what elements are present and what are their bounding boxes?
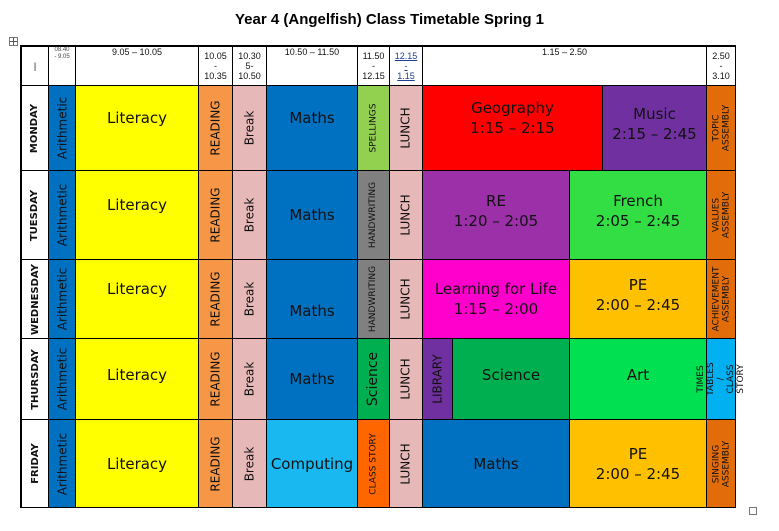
page-title: Year 4 (Angelfish) Class Timetable Spring 1	[235, 11, 544, 28]
arithmetic-monday: Arithmetic	[48, 85, 76, 171]
table-resize-handle-icon[interactable]	[749, 507, 757, 515]
reading-monday: READING	[198, 85, 233, 171]
header-time-1150: 11.50 - 12.15	[357, 46, 390, 86]
reading-tuesday: READING	[198, 170, 233, 260]
handwriting-wednesday: HANDWRITING	[357, 259, 390, 339]
literacy-tuesday: Literacy	[75, 170, 199, 260]
header-time-1005: 10.05 - 10.35	[198, 46, 233, 86]
lunch-wednesday: LUNCH	[389, 259, 423, 339]
pe-wednesday: PE 2:00 – 2:45	[569, 259, 707, 339]
reading-friday: READING	[198, 419, 233, 508]
reading-thursday: READING	[198, 338, 233, 420]
header-time-0840: 08.40 - 9.05	[48, 46, 76, 86]
header-time-1450: 2.50 - 3.10	[706, 46, 736, 86]
learning-for-life-wednesday: Learning for Life 1:15 – 2:00	[422, 259, 570, 339]
maths-monday: Maths	[266, 85, 358, 171]
header-corner: |	[21, 46, 49, 86]
times-tables-thursday: TIMES TABLES / CLASS STORY	[706, 338, 736, 420]
music-monday: Music 2:15 – 2:45	[602, 85, 707, 171]
break-thursday: Break	[232, 338, 267, 420]
literacy-wednesday: Literacy	[75, 259, 199, 339]
maths-wednesday: Maths	[266, 259, 358, 339]
french-tuesday: French 2:05 – 2:45	[569, 170, 707, 260]
arithmetic-tuesday: Arithmetic	[48, 170, 76, 260]
day-label-wednesday: WEDNESDAY	[21, 259, 49, 339]
art-thursday: Art	[569, 338, 707, 420]
geography-monday: Geography 1:15 – 2:15	[422, 85, 603, 171]
arithmetic-thursday: Arithmetic	[48, 338, 76, 420]
class-story-friday: CLASS STORY	[357, 419, 390, 508]
lunch-friday: LUNCH	[389, 419, 423, 508]
day-label-friday: FRIDAY	[21, 419, 49, 508]
maths-tuesday: Maths	[266, 170, 358, 260]
lunch-monday: LUNCH	[389, 85, 423, 171]
header-time-1315: 1.15 – 2.50	[422, 46, 707, 86]
header-time-1050: 10.50 – 11.50	[266, 46, 358, 86]
achievement-assembly-wednesday: ACHIEVEMENT ASSEMBLY	[706, 259, 736, 339]
reading-wednesday: READING	[198, 259, 233, 339]
science-thursday-short: Science	[357, 338, 390, 420]
timetable-grid	[20, 45, 747, 508]
header-time-1215: 12.15 - 1.15	[389, 46, 423, 86]
break-tuesday: Break	[232, 170, 267, 260]
maths-thursday: Maths	[266, 338, 358, 420]
spellings-monday: SPELLINGS	[357, 85, 390, 171]
science-thursday: Science	[452, 338, 570, 420]
literacy-thursday: Literacy	[75, 338, 199, 420]
values-assembly-tuesday: VALUES ASSEMBLY	[706, 170, 736, 260]
handwriting-tuesday: HANDWRITING	[357, 170, 390, 260]
lunch-tuesday: LUNCH	[389, 170, 423, 260]
literacy-friday: Literacy	[75, 419, 199, 508]
singing-assembly-friday: SINGING ASSEMBLY	[706, 419, 736, 508]
break-monday: Break	[232, 85, 267, 171]
table-move-handle-icon[interactable]	[9, 37, 18, 46]
arithmetic-wednesday: Arithmetic	[48, 259, 76, 339]
day-label-monday: MONDAY	[21, 85, 49, 171]
day-label-thursday: THURSDAY	[21, 338, 49, 420]
re-tuesday: RE 1:20 – 2:05	[422, 170, 570, 260]
day-label-tuesday: TUESDAY	[21, 170, 49, 260]
maths-friday-afternoon: Maths	[422, 419, 570, 508]
break-wednesday: Break	[232, 259, 267, 339]
arithmetic-friday: Arithmetic	[48, 419, 76, 508]
header-time-0905: 9.05 – 10.05	[75, 46, 199, 86]
pe-friday: PE 2:00 – 2:45	[569, 419, 707, 508]
lunch-thursday: LUNCH	[389, 338, 423, 420]
topic-assembly-monday: TOPIC ASSEMBLY	[706, 85, 736, 171]
literacy-monday: Literacy	[75, 85, 199, 171]
break-friday: Break	[232, 419, 267, 508]
library-thursday: LIBRARY	[422, 338, 453, 420]
computing-friday: Computing	[266, 419, 358, 508]
header-time-1030: 10.30 5- 10.50	[232, 46, 267, 86]
